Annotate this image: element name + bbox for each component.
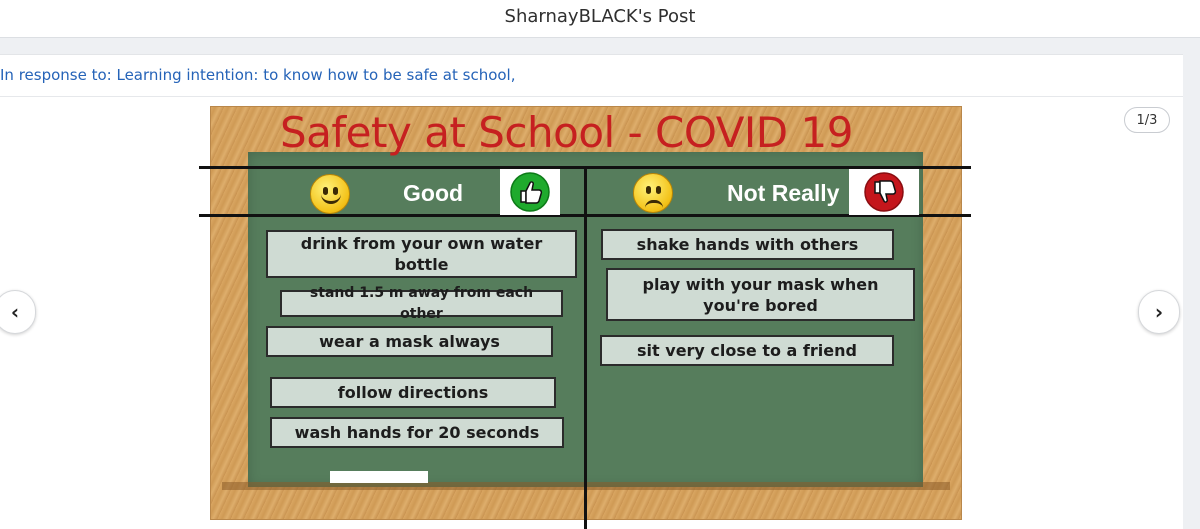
slide-title: Safety at School - COVID 19 [280,108,853,157]
slide-counter: 1/3 [1124,107,1170,133]
next-slide-button[interactable] [1138,290,1180,334]
not-really-item-card: play with your mask when you're bored [606,268,915,321]
good-item-card: drink from your own water bottle [266,230,577,278]
chevron-left-icon: ‹ [10,300,20,324]
chevron-right-icon: › [1154,300,1164,324]
happy-face-icon [310,174,350,214]
sad-face-icon [633,173,673,213]
good-item-card: follow directions [270,377,556,408]
not-really-item-card: shake hands with others [601,229,894,260]
chalk-piece [330,471,428,483]
good-item-card: wash hands for 20 seconds [270,417,564,448]
thumbs-up-icon [500,169,560,215]
response-context-link[interactable]: In response to: Learning intention: to know how to be safe at school, [0,66,516,84]
not-really-item-card: sit very close to a friend [600,335,894,366]
post-header [0,0,1200,38]
post-title: SharnayBLACK's Post [504,6,696,27]
thumbs-down-icon [849,169,919,215]
not-really-column-heading: Not Really [727,180,840,206]
panel-divider [0,96,1183,97]
good-item-card: wear a mask always [266,326,553,357]
table-column-divider [584,167,587,529]
good-column-heading: Good [403,180,464,206]
good-item-card: stand 1.5 m away from each other [280,290,563,317]
